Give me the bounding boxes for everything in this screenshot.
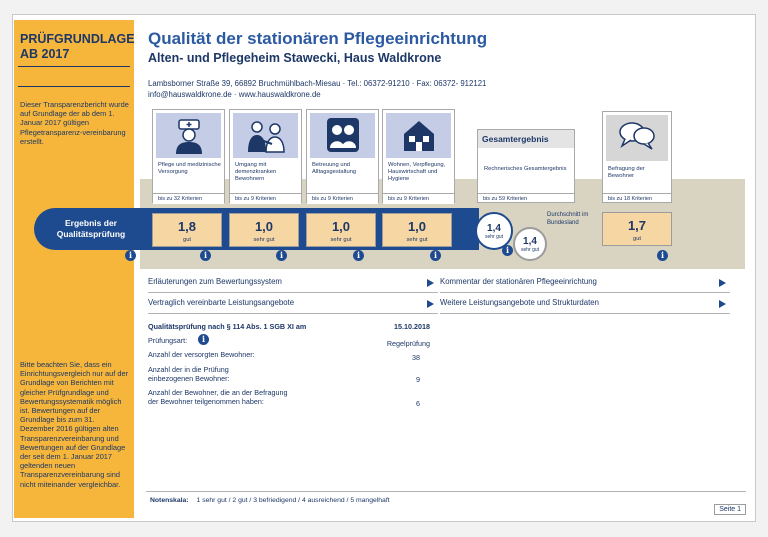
info-icon[interactable]: i [657,250,668,261]
score-grade: gut [182,237,192,243]
category-card-pflege[interactable] [152,109,225,203]
result-bar-label: Ergebnis der Qualitätsprüfung [56,218,126,239]
score-value: 1,7 [627,218,647,233]
score-grade: gut [632,236,642,242]
score-betreuung [306,213,376,247]
category-label: Wohnen, Verpflegung, Hauswirtschaft und Hygiene [388,162,446,182]
grading-scale-text: 1 sehr gut / 2 gut / 3 befriedigend / 4 ausreichend / 5 mangelhaft [196,497,390,504]
survey-participants-label [148,388,287,406]
score-value: 1,0 [254,219,274,234]
link-kommentar[interactable] [440,277,730,293]
sidebar-title-line2: AB 2017 [20,47,70,61]
facility-name: Alten- und Pflegeheim Stawecki, Haus Waldkrone [148,51,442,65]
link-strukturdaten[interactable] [440,298,730,314]
score-demenz [229,213,299,247]
caregiver-icon [233,113,298,158]
inspection-date-label: Qualitätsprüfung nach § 114 Abs. 1 SGB XI am [148,322,307,331]
score-value: 1,0 [407,219,427,234]
grading-scale [150,497,390,504]
score-grade: sehr gut [330,237,352,243]
category-card-wohnen[interactable] [382,109,455,203]
residents-inspected-label [148,365,230,383]
score-grade: sehr gut [253,237,275,243]
score-value: 1,4 [523,236,537,247]
score-grade: sehr gut [406,237,428,243]
score-wohnen [382,213,452,247]
score-value: 1,4 [487,223,501,234]
sidebar-divider [18,86,130,87]
residents-inspected-label-line2: einbezogenen Bewohner: [148,374,230,383]
state-average-label: Durchschnitt im Bundesland [547,212,589,226]
category-criteria: bis zu 9 Kriterien [307,193,378,204]
arrow-right-icon [427,279,434,287]
info-icon[interactable]: i [502,245,513,256]
survey-participants-label-line1: Anzahl der Bewohner, die an der Befragung [148,388,288,397]
arrow-right-icon [719,279,726,287]
category-criteria: bis zu 32 Kriterien [153,193,224,204]
grading-scale-label: Notenskala: [150,497,189,504]
link-label: Weitere Leistungsangebote und Strukturdaten [440,298,599,307]
sidebar-divider [18,66,130,67]
inspection-type-label: Prüfungsart: [148,336,188,345]
page-title: Qualität der stationären Pflegeeinrichtung [148,29,488,48]
residents-inspected-count: 9 [416,375,420,384]
category-criteria: bis zu 9 Kriterien [383,193,454,204]
link-label: Vertraglich vereinbarte Leistungsangebote [148,298,295,307]
house-icon [386,113,451,158]
score-bewohner [602,212,672,246]
resident-survey-label: Befragung der Bewohner [608,166,645,179]
speech-bubbles-icon [606,115,668,161]
link-label: Erläuterungen zum Bewertungssystem [148,277,282,286]
survey-participants-count: 6 [416,399,420,408]
category-label: Umgang mit demenzkranken Bewohnern [235,162,277,182]
arrow-right-icon [719,300,726,308]
survey-participants-label-line2: der Bewohner teilgenommen haben: [148,397,264,406]
inspection-date: 15.10.2018 [394,322,430,331]
score-value: 1,8 [177,219,197,234]
nurse-icon [156,113,221,158]
sidebar-note-basis: Dieser Transparenzbericht wurde auf Grundlage der ab dem 1. Januar 2017 gültigen Pflegetransparenz-vereinbarung erstellt. [20,100,129,146]
info-icon[interactable]: i [353,250,364,261]
category-label: Pflege und medizinische Versorgung [158,162,221,175]
people-icon [310,113,375,158]
resident-survey-card[interactable] [602,111,672,203]
category-label: Betreuung und Alltagsgestaltung [312,162,357,175]
sidebar [14,20,134,518]
residents-served-label: Anzahl der versorgten Bewohner: [148,350,255,359]
inspection-type: Regelprüfung [386,339,430,348]
info-icon[interactable]: i [200,250,211,261]
overall-result-card[interactable] [477,129,575,203]
overall-result-title: Gesamtergebnis [478,130,574,148]
score-pflege [152,213,222,247]
footer-divider [146,491,746,492]
residents-inspected-label-line1: Anzahl der in die Prüfung [148,365,229,374]
sidebar-note-comparison: Bitte beachten Sie, dass ein Einrichtungsvergleich nur auf der Grundlage von Berichten mit gleicher Prüfgrundlage und Bewertungssystematik möglich ist. Bewertungen auf der Grundlage bis zum 31. Dezember 2016 gültigen alten Transparenzvereinbarung und Bewertungen auf der Grundlage der seit dem 1. Januar 2017 geltenden neuen Transparenzvereinbarung sind nicht miteinander vergleichbar. [20,360,129,489]
category-card-betreuung[interactable] [306,109,379,203]
info-icon[interactable]: i [125,250,136,261]
page-number: Seite 1 [714,504,746,515]
state-average-badge [513,227,547,261]
overall-result-label: Rechnerisches Gesamtergebnis [484,166,567,172]
category-card-demenz[interactable] [229,109,302,203]
score-grade: sehr gut [520,247,540,253]
info-icon[interactable]: i [198,334,209,345]
residents-served-count: 38 [412,353,420,362]
link-label: Kommentar der stationären Pflegeeinrichtung [440,277,597,286]
link-bewertungssystem[interactable] [148,277,438,293]
sidebar-title-line1: PRÜFGRUNDLAGE [20,32,135,46]
score-value: 1,0 [331,219,351,234]
arrow-right-icon [427,300,434,308]
info-icon[interactable]: i [430,250,441,261]
facility-contact: info@hauswaldkrone.de · www.hauswaldkrone.de [148,90,321,99]
info-icon[interactable]: i [276,250,287,261]
score-grade: sehr gut [484,234,504,240]
category-criteria: bis zu 9 Kriterien [230,193,301,204]
link-leistungsangebote[interactable] [148,298,438,314]
facility-address: Lambsborner Straße 39, 66892 Bruchmühlbach-Miesau · Tel.: 06372-91210 · Fax: 06372- 912121 [148,79,487,88]
overall-result-criteria: bis zu 59 Kriterien [478,193,574,204]
sidebar-title [20,32,135,62]
resident-survey-criteria: bis zu 18 Kriterien [603,193,671,204]
